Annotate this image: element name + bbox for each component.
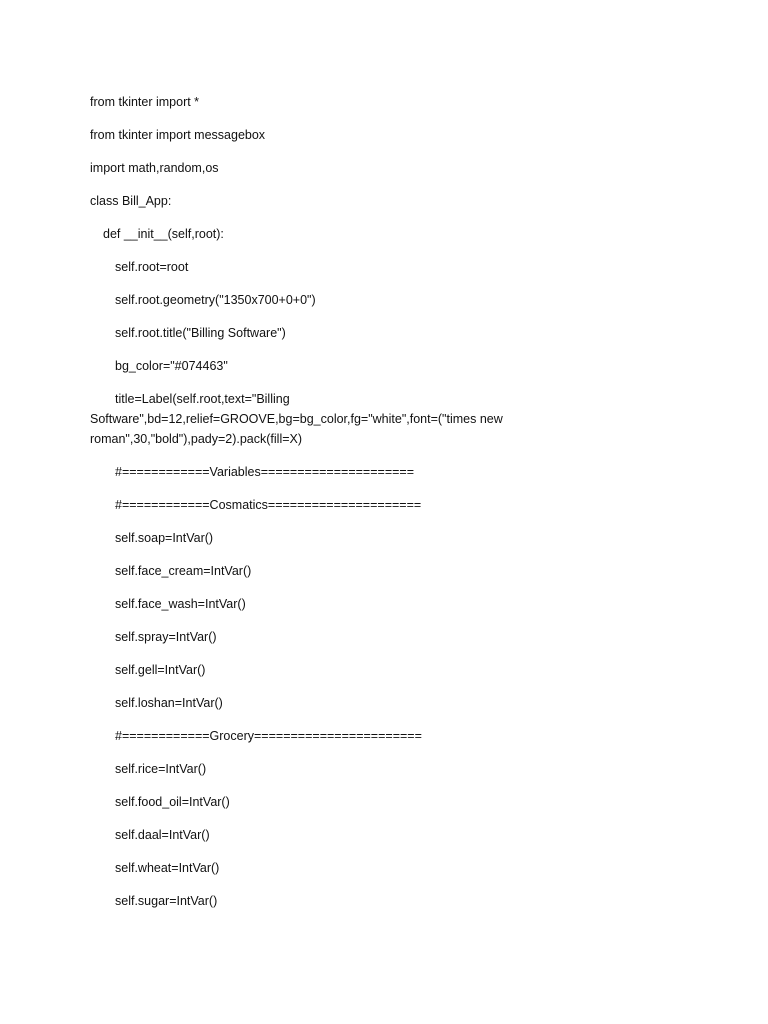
code-line: self.root.title("Billing Software") [115,326,286,340]
code-line: from tkinter import messagebox [90,128,266,142]
code-line: from tkinter import * [90,95,200,109]
code-line: self.face_cream=IntVar() [115,564,252,578]
code-line: self.spray=IntVar() [115,630,217,644]
code-line: class Bill_App: [90,194,172,208]
code-line: #============Variables===================== [115,465,415,479]
code-text-block [90,92,530,924]
code-line: self.daal=IntVar() [115,828,210,842]
code-line: #============Cosmatics===================== [115,498,422,512]
code-line: self.gell=IntVar() [115,663,206,677]
code-line: import math,random,os [90,161,219,175]
code-line: self.rice=IntVar() [115,762,207,776]
code-line: def __init__(self,root): [103,227,224,241]
code-line: self.wheat=IntVar() [115,861,220,875]
code-line: self.root=root [115,260,189,274]
code-line: self.root.geometry("1350x700+0+0") [115,293,316,307]
code-line: #============Grocery======================= [115,729,422,743]
code-line: self.sugar=IntVar() [115,894,218,908]
code-line: self.food_oil=IntVar() [115,795,230,809]
code-line: bg_color="#074463" [115,359,228,373]
code-line: self.soap=IntVar() [115,531,214,545]
code-line: self.loshan=IntVar() [115,696,223,710]
code-line: title=Label(self.root,text="Billing Software",bd=12,relief=GROOVE,bg=bg_color,fg="white",font=("times new roman",30,"bold"),pady=2).pack(fill=X) [90,392,503,446]
code-line: self.face_wash=IntVar() [115,597,246,611]
